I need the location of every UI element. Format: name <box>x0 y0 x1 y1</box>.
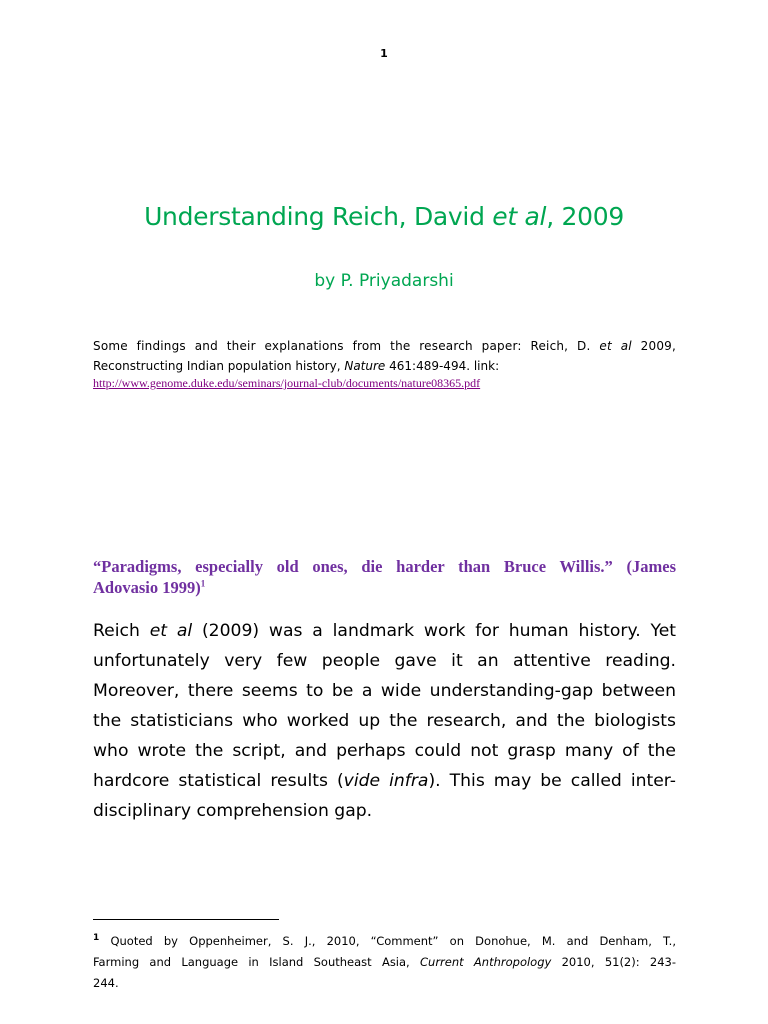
quote-attribution: Adovasio 1999) <box>93 578 201 597</box>
intro-line-1 <box>93 336 676 356</box>
footnote-italic: Current Anthropology <box>420 955 552 969</box>
body-text: Reich <box>93 621 150 641</box>
footnote <box>93 931 676 994</box>
intro-text-b: 2009, <box>631 339 677 353</box>
body-text: hardcore statistical results ( <box>93 771 344 791</box>
intro-text-c: Reconstructing Indian population history, <box>93 359 345 373</box>
title-text: Understanding Reich, David <box>144 202 493 231</box>
body-line: who wrote the script, and perhaps could not grasp many of the <box>93 741 676 761</box>
intro-italic-nature: Nature <box>344 359 386 373</box>
page-number: 1 <box>380 47 388 60</box>
footnote-text: Farming and Language in Island Southeast Asia, <box>93 955 420 969</box>
quote-line-2 <box>93 578 205 597</box>
body-italic: vide infra <box>343 771 429 791</box>
paper-link[interactable]: http://www.genome.duke.edu/seminars/journal-club/documents/nature08365.pdf <box>93 376 481 390</box>
body-text: (2009) was a landmark work for human history. Yet <box>192 621 677 641</box>
footnote-text: Quoted by Oppenheimer, S. J., 2010, “Comment” on Donohue, M. and Denham, T., <box>99 934 676 948</box>
body-paragraph <box>93 616 676 826</box>
body-text: ). This may be called inter- <box>428 771 676 791</box>
body-line: disciplinary comprehension gap. <box>93 801 373 821</box>
footnote-separator <box>93 919 279 920</box>
intro-line-2 <box>93 356 676 376</box>
body-line: unfortunately very few people gave it an attentive reading. <box>93 651 676 671</box>
body-line <box>93 616 676 646</box>
footnote-reference[interactable]: 1 <box>200 578 206 589</box>
quote-line-1: “Paradigms, especially old ones, die harder than Bruce Willis.” (James <box>93 557 676 576</box>
intro-text-d: 461:489-494. link: <box>385 359 500 373</box>
title-italic: et al <box>492 202 547 231</box>
body-italic: et al <box>149 621 193 641</box>
body-line <box>93 766 676 796</box>
document-title <box>0 202 768 231</box>
intro-paragraph <box>93 336 676 390</box>
body-line: Moreover, there seems to be a wide understanding-gap between <box>93 681 676 701</box>
footnote-marker: 1 <box>93 933 100 944</box>
epigraph-quote <box>93 556 676 598</box>
body-line: the statisticians who worked up the research, and the biologists <box>93 711 676 731</box>
author-byline: by P. Priyadarshi <box>314 271 454 291</box>
footnote-line: 244. <box>93 976 119 990</box>
footnote-line <box>93 931 676 952</box>
footnote-text: 2010, 51(2): 243- <box>551 955 676 969</box>
intro-text-a: Some findings and their explanations from the research paper: Reich, D. <box>93 339 600 353</box>
footnote-line <box>93 952 676 973</box>
intro-italic-etal: et al <box>599 339 632 353</box>
title-year: , 2009 <box>546 202 624 231</box>
